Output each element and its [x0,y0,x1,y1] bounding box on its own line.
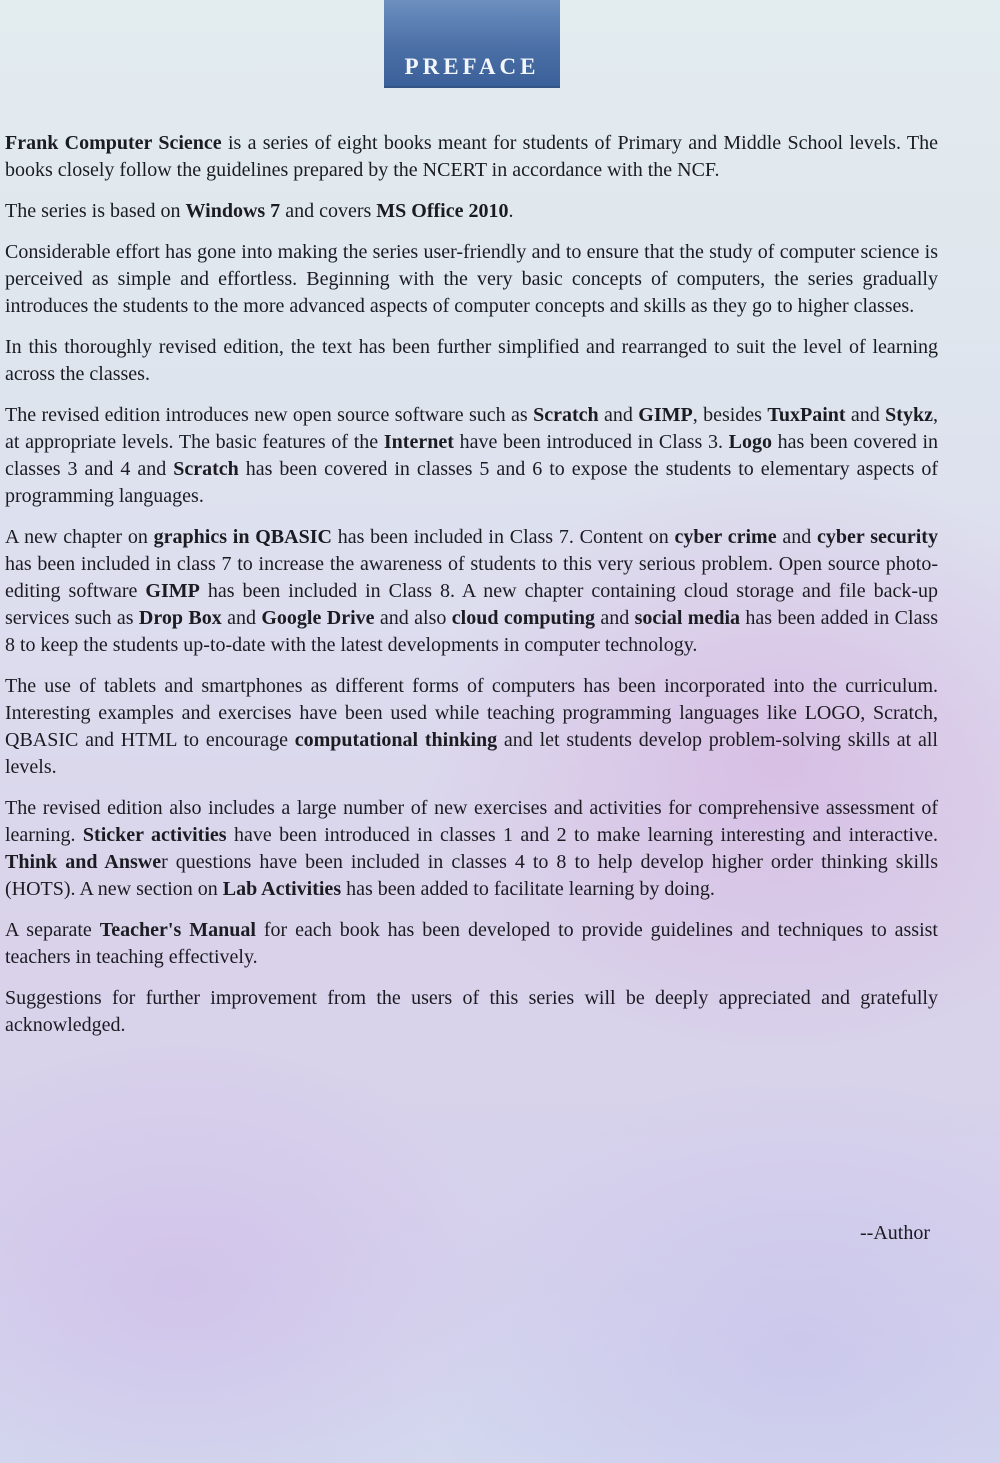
text-run: A new chapter on [5,526,154,548]
text-run: has been covered in classes 5 and 6 to expose the students to elementary aspects of programming languages. [5,458,938,507]
text-run: . [508,200,514,222]
text-run: , besides [692,404,768,426]
paragraph-5 [5,402,938,510]
bold-term: Scratch [173,458,239,480]
bold-term: Logo [728,431,772,453]
text-run: is a series of eight books meant for students of Primary and Middle School levels. The books closely follow the guidelines prepared by the NCERT in accordance with the NCF. [5,132,938,181]
text-run: , at appropriate levels. The basic features of the [5,404,938,453]
paragraph-8 [5,795,938,903]
bold-term: cyber crime [674,526,777,548]
text-run: has been covered in classes 3 and 4 and [5,431,939,480]
text-run: r questions have been included in classes 4 to 8 to help develop higher order thinking skills (HOTS). A new section on [5,851,939,900]
bold-term: computational thinking [294,729,498,751]
bold-term: Lab Activities [222,878,342,900]
bold-term: Scratch [533,404,599,426]
bold-term: TuxPaint [767,404,846,426]
bold-term: Think and Answe [5,851,162,873]
bold-term: cyber security [817,526,938,548]
text-run: A separate [5,919,100,941]
text-run: The revised edition also includes a large number of new exercises and activities for comprehensive assessment of learning. [5,797,938,846]
bold-term: graphics in QBASIC [153,526,332,548]
paragraph-4 [5,334,938,388]
text-run: and [776,526,818,548]
page-title: PREFACE [404,54,540,79]
text-run: has been included in Class 8. A new chapter containing cloud storage and file back-up services such as [5,580,938,629]
text-run: Considerable effort has gone into making the series user-friendly and to ensure that the study of computer science is perceived as simple and effortless. Beginning with the very basic concepts of computers, the series gradually introduces the students to the more advanced aspects of computer concepts and skills as they go to higher classes. [5,241,938,317]
paragraph-2 [5,198,938,225]
bold-term: Internet [383,431,454,453]
bold-term: Frank Computer Science [5,132,222,154]
text-run: and let students develop problem-solving skills at all levels. [5,729,938,778]
text-run: and [221,607,262,629]
text-run: have been introduced in Class 3. [453,431,729,453]
bold-term: Drop Box [138,607,222,629]
text-run: have been introduced in classes 1 and 2 to make learning interesting and interactive. [226,824,938,846]
bold-term: Windows 7 [185,200,281,222]
bold-term: GIMP [145,580,200,602]
bold-term: Sticker activities [82,824,227,846]
text-run: The revised edition introduces new open source software such as [5,404,534,426]
text-run: has been added in Class 8 to keep the students up-to-date with the latest developments in computer technology. [5,607,939,656]
paragraph-10 [5,985,938,1039]
text-run: The use of tablets and smartphones as different forms of computers has been incorporated into the curriculum. Interesting examples and exercises have been used while teaching programming languages like LOGO, Scratch, QBASIC and HTML to encourage [5,675,938,751]
author-signature: --Author [860,1222,930,1244]
bold-term: MS Office 2010 [376,200,509,222]
text-run: and [594,607,635,629]
bold-term: Google Drive [261,607,375,629]
preface-body [5,130,938,1053]
title-tab [384,0,560,88]
text-run: In this thoroughly revised edition, the text has been further simplified and rearranged to suit the level of learning across the classes. [5,336,938,385]
text-run: The series is based on [5,200,186,222]
paragraph-1 [5,130,938,184]
bold-term: Stykz [885,404,933,426]
text-run: and [598,404,639,426]
text-run: and [845,404,886,426]
text-run: Suggestions for further improvement from the users of this series will be deeply appreciated and gratefully acknowledged. [5,987,938,1036]
text-run: has been included in Class 7. Content on [331,526,675,548]
text-run: for each book has been developed to provide guidelines and techniques to assist teachers in teaching effectively. [5,919,938,968]
paragraph-6 [5,524,938,659]
text-run: and covers [280,200,377,222]
paragraph-3 [5,239,938,320]
text-run: has been added to facilitate learning by doing. [341,878,715,900]
bold-term: cloud computing [451,607,595,629]
text-run: has been included in class 7 to increase the awareness of students to this very serious problem. Open source photo-editing software [5,553,938,602]
paragraph-9 [5,917,938,971]
text-run: and also [374,607,452,629]
bold-term: social media [634,607,741,629]
bold-term: Teacher's Manual [99,919,256,941]
bold-term: GIMP [638,404,693,426]
paragraph-7 [5,673,938,781]
